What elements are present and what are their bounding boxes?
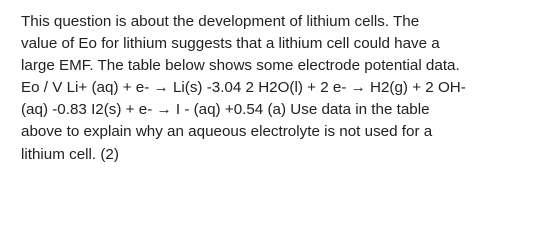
- question-line: value of Eo for lithium suggests that a lithium cell could have a: [21, 35, 440, 53]
- question-line: large EMF. The table below shows some electrode potential data.: [21, 57, 460, 75]
- question-line: This question is about the development of lithium cells. The: [21, 13, 420, 30]
- question-line: Eo / V Li+ (aq) + e- → Li(s) -3.04 2 H2O(l) + 2 e- → H2(g) + 2 OH-: [21, 79, 466, 97]
- question-line: above to explain why an aqueous electrolyte is not used for a: [21, 123, 433, 141]
- question-text: [21, 11, 466, 166]
- question-line: lithium cell. (2): [21, 145, 119, 163]
- question-line: (aq) -0.83 I2(s) + e- → I - (aq) +0.54 (a) Use data in the table: [21, 101, 430, 119]
